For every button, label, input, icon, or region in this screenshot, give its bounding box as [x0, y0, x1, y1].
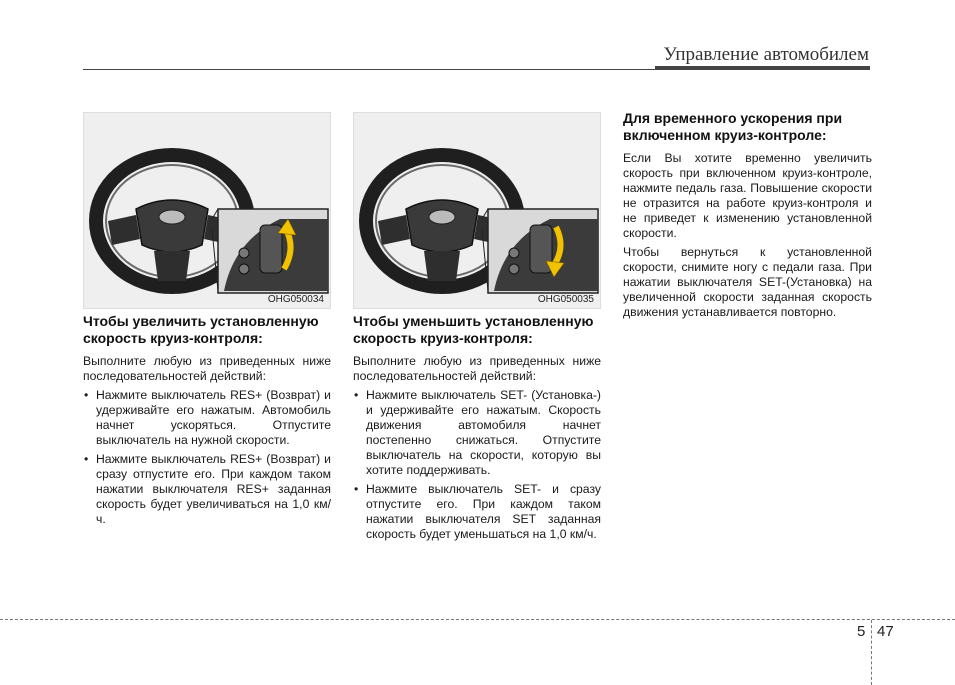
column-temporary-acceleration: [623, 110, 872, 324]
left-spoke: [108, 215, 140, 245]
section-heading: Чтобы увеличить установленную скорость круиз-контроля:: [83, 313, 319, 346]
page-number-separator: [871, 620, 872, 685]
section-intro: Выполните любую из приведенных ниже последовательностей действий:: [83, 354, 331, 383]
list-item: • Нажмите выключатель SET- (Установка-) и удерживайте его нажатым. Скорость движения автомобиля начнет постепенно снижаться. Отпустите выключатель на скорости, которую вы хотите поддерживать.: [353, 388, 601, 478]
bullet-list: [353, 388, 601, 542]
cruise-button-icon: [239, 248, 249, 258]
bullet-list: [83, 388, 331, 527]
header-rule: [83, 69, 655, 70]
brand-logo-icon: [429, 210, 455, 224]
brand-logo-icon: [159, 210, 185, 224]
list-item: • Нажмите выключатель RES+ (Возврат) и сразу отпустите его. При каждом таком нажатии выключателя RES+ заданная скорость будет увеличиваться на 1,0 км/ч.: [83, 452, 331, 527]
page-number: 47: [877, 623, 894, 640]
running-header-title: Управление автомобилем: [663, 44, 869, 65]
column-increase-speed: [83, 313, 331, 531]
figure-steering-wheel-res: [83, 112, 331, 309]
chapter-number: 5: [857, 623, 866, 640]
header-accent-bar: [655, 66, 870, 70]
steering-wheel-illustration: [354, 113, 601, 309]
steering-hub: [406, 200, 478, 252]
figure-caption: OHG050035: [537, 294, 594, 305]
figure-steering-wheel-set: [353, 112, 601, 309]
figure-caption: OHG050034: [267, 294, 324, 305]
paragraph: Если Вы хотите временно увеличить скорость при включенном круиз-контроле, нажмите педаль газа. Повышение скорости не отразится на работе круиз-контроля и не приведет к изменению установленной скорости.: [623, 151, 872, 240]
list-item: • Нажмите выключатель RES+ (Возврат) и удерживайте его нажатым. Автомобиль начнет ускоряться. Отпустите выключатель на нужной скорости.: [83, 388, 331, 448]
section-heading: Чтобы уменьшить установленную скорость круиз-контроля:: [353, 313, 594, 346]
left-spoke: [378, 215, 410, 245]
cancel-button-icon: [239, 264, 249, 274]
steering-wheel-illustration: [84, 113, 331, 309]
cruise-button-icon: [509, 248, 519, 258]
list-item: • Нажмите выключатель SET- и сразу отпустите его. При каждом таком нажатии выключателя SET заданная скорость будет уменьшаться на 1,0 км/ч.: [353, 482, 601, 542]
steering-hub: [136, 200, 208, 252]
paragraph: Чтобы вернуться к установленной скорости, снимите ногу с педали газа. При нажатии выключателя SET-(Установка) на увеличенной скорости заданная скорость движения устанавливается повторно.: [623, 245, 872, 319]
section-intro: Выполните любую из приведенных ниже последовательностей действий:: [353, 354, 601, 383]
column-decrease-speed: [353, 313, 601, 546]
footer-dashed-rule: [0, 619, 955, 620]
bottom-spoke: [424, 251, 460, 281]
cancel-button-icon: [509, 264, 519, 274]
bottom-spoke: [154, 251, 190, 281]
section-heading: Для временного ускорения при включенном круиз-контроле:: [623, 110, 843, 143]
